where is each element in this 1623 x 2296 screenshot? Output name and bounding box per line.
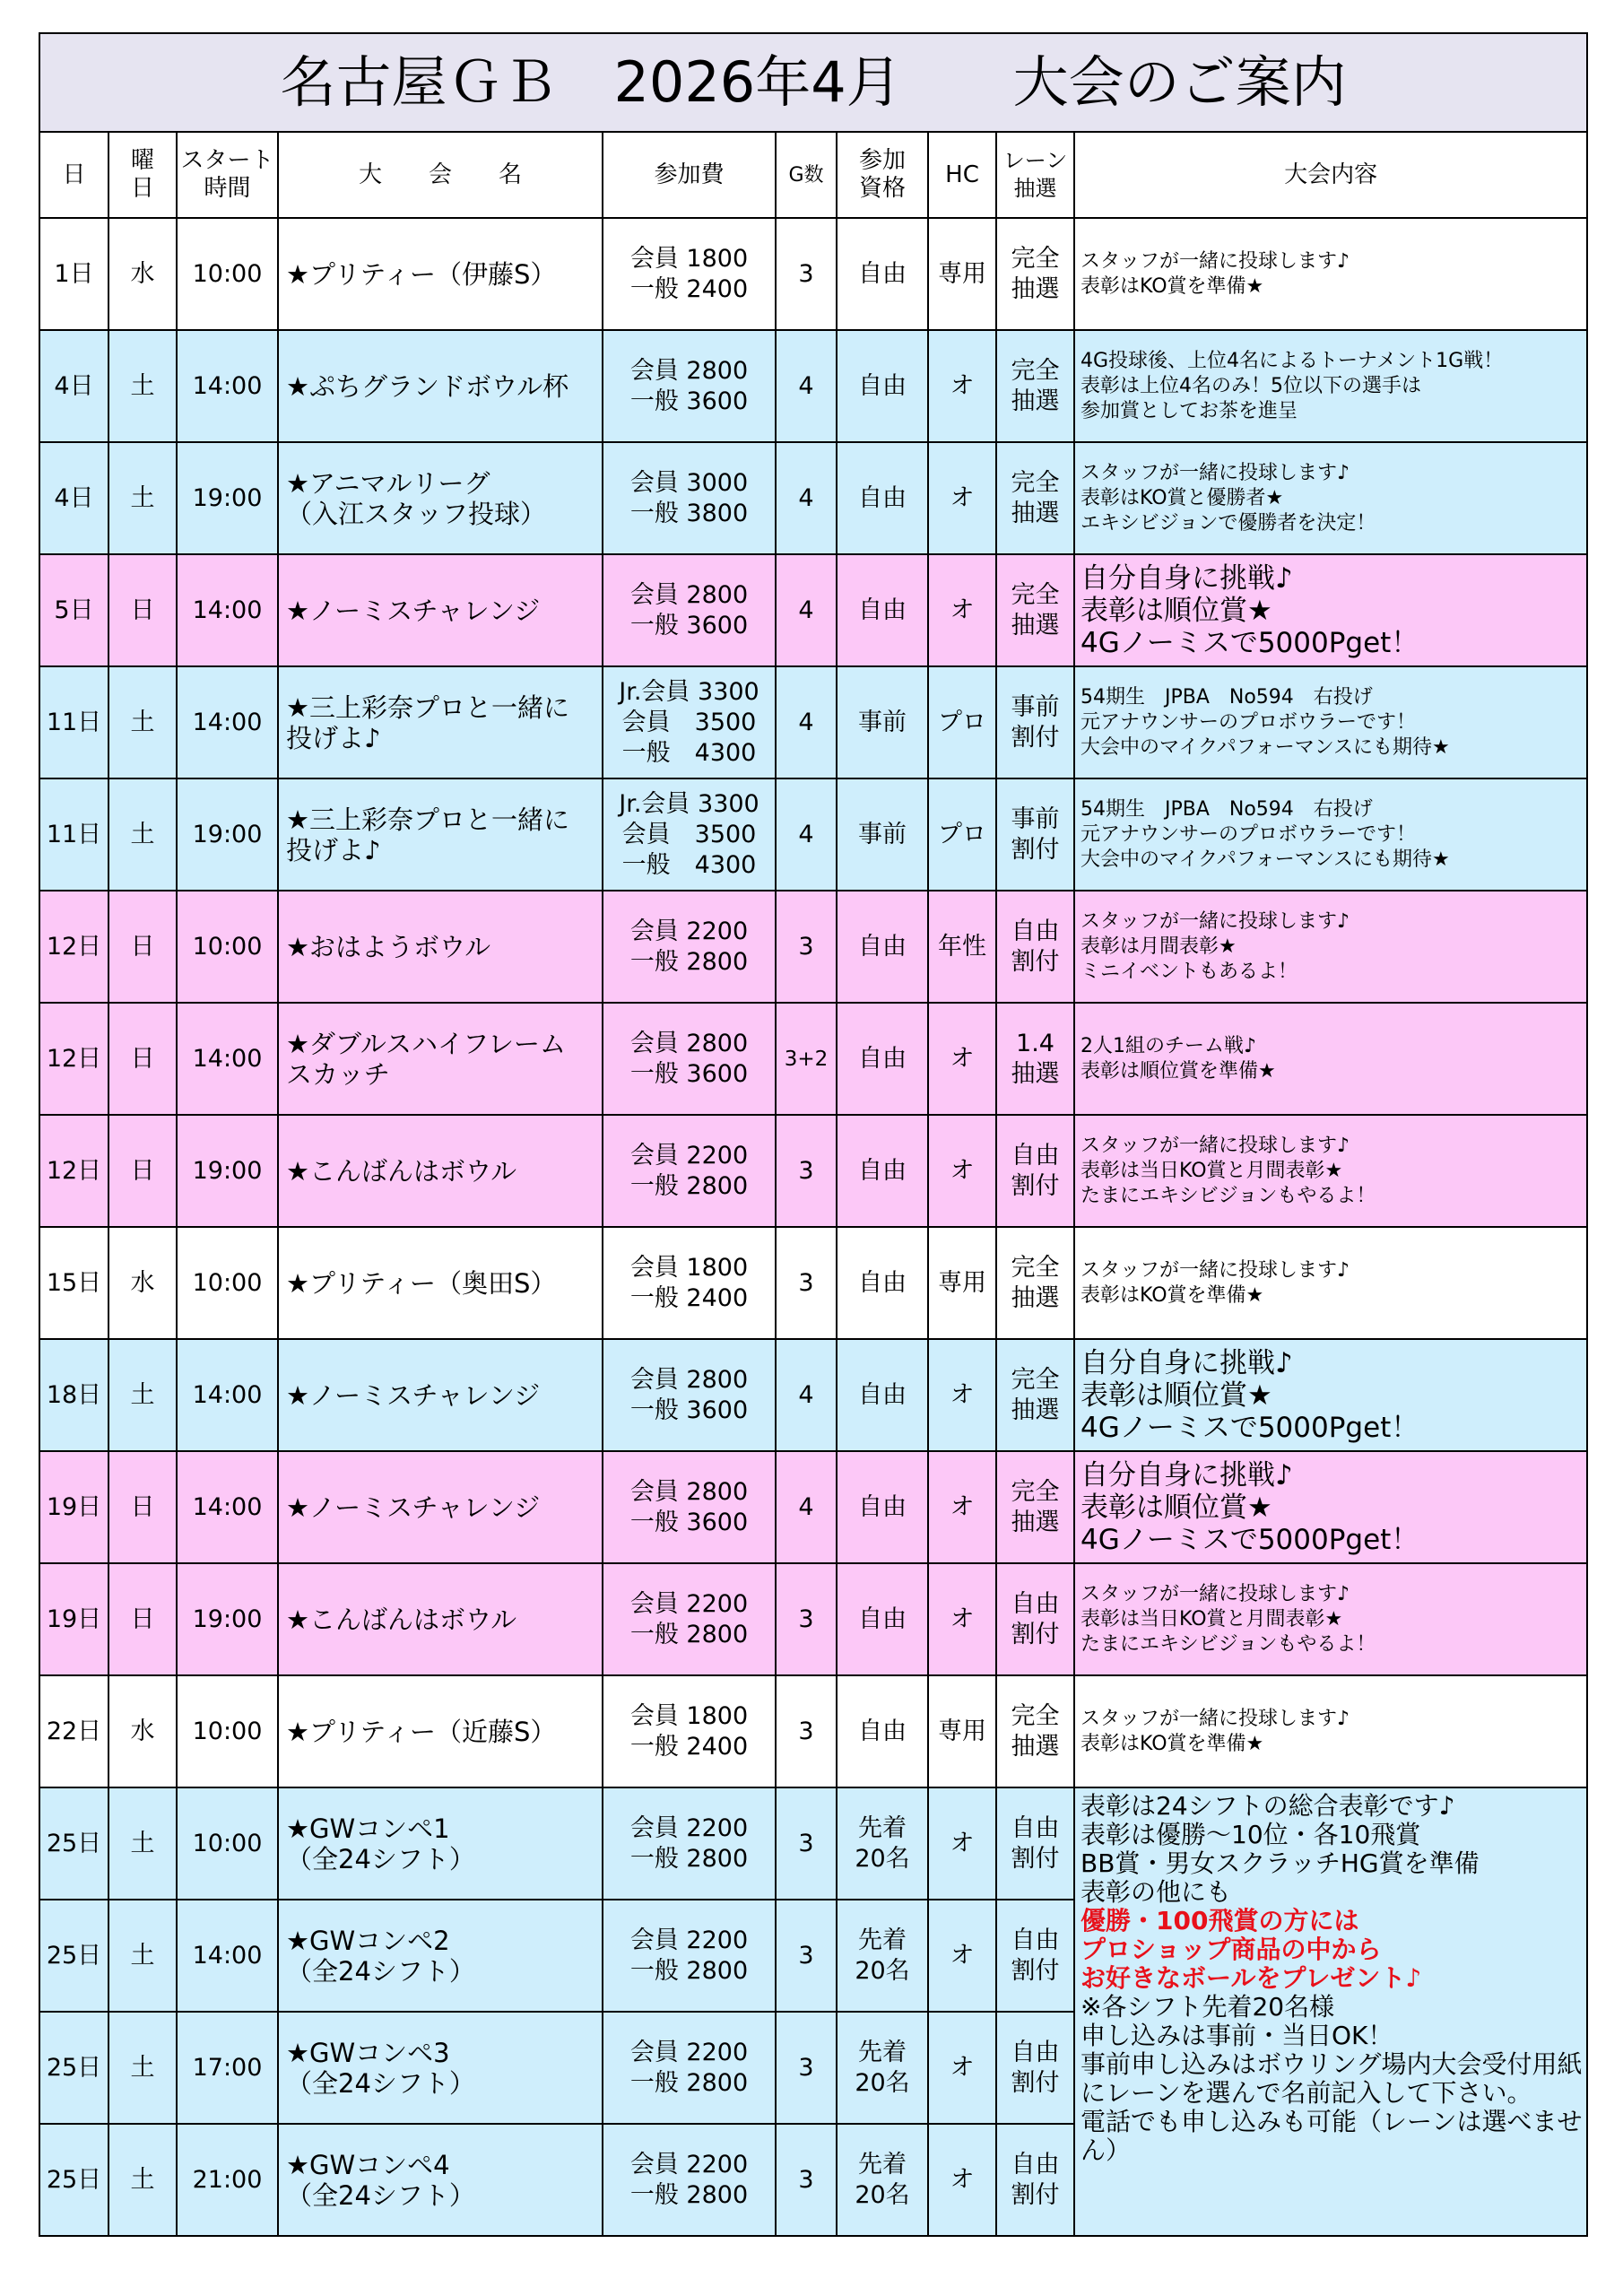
cell-start-time: 10:00: [177, 1227, 278, 1339]
header-lane-draw: レーン 抽選: [996, 132, 1074, 218]
cell-lane-draw: 自由 割付: [996, 2012, 1074, 2124]
cell-day: 12日: [39, 1115, 108, 1227]
cell-weekday: 土: [108, 442, 177, 554]
cell-day: 1日: [39, 218, 108, 330]
cell-start-time: 10:00: [177, 891, 278, 1003]
table-row: [39, 442, 1587, 554]
cell-games: 3: [776, 1787, 837, 1900]
gw-content-notes: ※各シフト先着20名様 申し込みは事前・当日OK！ 事前申し込みはボウリング場内大会受付用紙にレーンを選んで名前記入して下さい。 電話でも申し込みも可能（レーンは選べません）: [1081, 1992, 1583, 2165]
cell-tournament-name: ★GWコンペ2 （全24シフト）: [278, 1900, 603, 2012]
cell-qualification: 先着 20名: [837, 2124, 928, 2236]
cell-qualification: 自由: [837, 330, 928, 442]
cell-fee: 会員 2800 一般 3600: [603, 330, 776, 442]
table-row: [39, 891, 1587, 1003]
table-row: [39, 1675, 1587, 1787]
cell-day: 5日: [39, 554, 108, 666]
cell-tournament-name: ★こんばんはボウル: [278, 1115, 603, 1227]
cell-weekday: 日: [108, 554, 177, 666]
cell-day: 25日: [39, 2012, 108, 2124]
cell-tournament-name: ★おはようボウル: [278, 891, 603, 1003]
cell-hc: オ: [928, 2012, 996, 2124]
cell-start-time: 10:00: [177, 1675, 278, 1787]
gw-content-highlight: 優勝・100飛賞の方には プロショップ商品の中から お好きなボールをプレゼント♪: [1081, 1906, 1422, 1993]
cell-fee: 会員 2200 一般 2800: [603, 2124, 776, 2236]
cell-lane-draw: 事前 割付: [996, 778, 1074, 891]
cell-tournament-name: ★GWコンペ3 （全24シフト）: [278, 2012, 603, 2124]
cell-tournament-name: ★ノーミスチャレンジ: [278, 1339, 603, 1451]
cell-games: 3: [776, 2124, 837, 2236]
cell-content: 2人1組のチーム戦♪ 表彰は順位賞を準備★: [1074, 1003, 1587, 1115]
cell-day: 12日: [39, 1003, 108, 1115]
cell-weekday: 水: [108, 1675, 177, 1787]
cell-start-time: 14:00: [177, 1339, 278, 1451]
cell-start-time: 19:00: [177, 1563, 278, 1675]
cell-qualification: 自由: [837, 1563, 928, 1675]
cell-hc: プロ: [928, 666, 996, 778]
cell-games: 3: [776, 891, 837, 1003]
cell-tournament-name: ★ダブルスハイフレーム スカッチ: [278, 1003, 603, 1115]
cell-lane-draw: 事前 割付: [996, 666, 1074, 778]
cell-day: 11日: [39, 778, 108, 891]
cell-games: 4: [776, 1451, 837, 1563]
cell-hc: オ: [928, 1900, 996, 2012]
cell-tournament-name: ★三上彩奈プロと一緒に 投げよ♪: [278, 666, 603, 778]
cell-tournament-name: ★プリティー（奥田S）: [278, 1227, 603, 1339]
cell-weekday: 水: [108, 1227, 177, 1339]
cell-content: スタッフが一緒に投球します♪ 表彰は当日KO賞と月間表彰★ たまにエキシビジョンもやるよ！: [1074, 1563, 1587, 1675]
cell-content: 54期生 JPBA No594 右投げ 元アナウンサーのプロボウラーです！ 大会中のマイクパフォーマンスにも期待★: [1074, 666, 1587, 778]
cell-fee: 会員 2800 一般 3600: [603, 1451, 776, 1563]
cell-lane-draw: 完全 抽選: [996, 442, 1074, 554]
table-row: [39, 1787, 1587, 1900]
schedule-sheet: [39, 32, 1586, 2237]
cell-tournament-name: ★ノーミスチャレンジ: [278, 554, 603, 666]
cell-day: 19日: [39, 1563, 108, 1675]
header-day: 日: [39, 132, 108, 218]
cell-start-time: 10:00: [177, 218, 278, 330]
cell-games: 4: [776, 330, 837, 442]
cell-weekday: 土: [108, 2124, 177, 2236]
header-row: [39, 132, 1587, 218]
cell-content: スタッフが一緒に投球します♪ 表彰はKO賞を準備★: [1074, 1227, 1587, 1339]
cell-hc: 専用: [928, 1227, 996, 1339]
cell-lane-draw: 完全 抽選: [996, 218, 1074, 330]
cell-games: 4: [776, 666, 837, 778]
cell-tournament-name: ★プリティー（近藤S）: [278, 1675, 603, 1787]
cell-day: 11日: [39, 666, 108, 778]
cell-lane-draw: 自由 割付: [996, 1563, 1074, 1675]
cell-content: スタッフが一緒に投球します♪ 表彰は月間表彰★ ミニイベントもあるよ！: [1074, 891, 1587, 1003]
cell-games: 3: [776, 1900, 837, 2012]
cell-day: 4日: [39, 442, 108, 554]
cell-tournament-name: ★プリティー（伊藤S）: [278, 218, 603, 330]
cell-qualification: 自由: [837, 891, 928, 1003]
cell-fee: 会員 2200 一般 2800: [603, 2012, 776, 2124]
page-title: 名古屋ＧＢ 2026年4月 大会のご案内: [39, 33, 1587, 132]
cell-lane-draw: 完全 抽選: [996, 1675, 1074, 1787]
cell-day: 4日: [39, 330, 108, 442]
table-row: [39, 666, 1587, 778]
gw-content-text: 表彰は24シフトの総合表彰です♪ 表彰は優勝～10位・各10飛賞 BB賞・男女スクラッチHG賞を準備 表彰の他にも: [1081, 1791, 1480, 1907]
cell-qualification: 自由: [837, 442, 928, 554]
cell-tournament-name: ★三上彩奈プロと一緒に 投げよ♪: [278, 778, 603, 891]
cell-lane-draw: 1.4 抽選: [996, 1003, 1074, 1115]
header-games: G数: [776, 132, 837, 218]
cell-weekday: 日: [108, 1563, 177, 1675]
cell-content: 自分自身に挑戦♪ 表彰は順位賞★ 4Gノーミスで5000Pget！: [1074, 1451, 1587, 1563]
cell-lane-draw: 完全 抽選: [996, 1451, 1074, 1563]
cell-qualification: 自由: [837, 1675, 928, 1787]
cell-day: 18日: [39, 1339, 108, 1451]
cell-day: 22日: [39, 1675, 108, 1787]
cell-fee: 会員 2200 一般 2800: [603, 1900, 776, 2012]
cell-hc: 専用: [928, 1675, 996, 1787]
cell-lane-draw: 自由 割付: [996, 2124, 1074, 2236]
cell-qualification: 先着 20名: [837, 2012, 928, 2124]
cell-fee: 会員 2200 一般 2800: [603, 1115, 776, 1227]
cell-qualification: 自由: [837, 554, 928, 666]
cell-day: 25日: [39, 1900, 108, 2012]
cell-weekday: 土: [108, 1900, 177, 2012]
cell-content: スタッフが一緒に投球します♪ 表彰は当日KO賞と月間表彰★ たまにエキシビジョンもやるよ！: [1074, 1115, 1587, 1227]
cell-weekday: 水: [108, 218, 177, 330]
table-row: [39, 554, 1587, 666]
table-row: [39, 218, 1587, 330]
cell-weekday: 土: [108, 1339, 177, 1451]
cell-fee: 会員 3000 一般 3800: [603, 442, 776, 554]
cell-start-time: 14:00: [177, 1451, 278, 1563]
cell-hc: オ: [928, 1451, 996, 1563]
cell-weekday: 日: [108, 1003, 177, 1115]
cell-fee: Jr.会員 3300 会員 3500 一般 4300: [603, 778, 776, 891]
cell-qualification: 事前: [837, 778, 928, 891]
cell-fee: 会員 2800 一般 3600: [603, 554, 776, 666]
header-fee: 参加費: [603, 132, 776, 218]
cell-games: 3: [776, 1115, 837, 1227]
cell-start-time: 21:00: [177, 2124, 278, 2236]
cell-qualification: 先着 20名: [837, 1900, 928, 2012]
cell-fee: 会員 1800 一般 2400: [603, 218, 776, 330]
cell-lane-draw: 自由 割付: [996, 1900, 1074, 2012]
cell-tournament-name: ★ノーミスチャレンジ: [278, 1451, 603, 1563]
header-hc: HC: [928, 132, 996, 218]
cell-weekday: 土: [108, 330, 177, 442]
table-row: [39, 778, 1587, 891]
cell-day: 12日: [39, 891, 108, 1003]
cell-games: 4: [776, 554, 837, 666]
cell-fee: 会員 2200 一般 2800: [603, 1787, 776, 1900]
cell-content: スタッフが一緒に投球します♪ 表彰はKO賞を準備★: [1074, 1675, 1587, 1787]
cell-fee: Jr.会員 3300 会員 3500 一般 4300: [603, 666, 776, 778]
cell-fee: 会員 2200 一般 2800: [603, 1563, 776, 1675]
header-tournament-name: 大 会 名: [278, 132, 603, 218]
header-weekday: 曜 日: [108, 132, 177, 218]
cell-tournament-name: ★アニマルリーグ （入江スタッフ投球）: [278, 442, 603, 554]
cell-qualification: 自由: [837, 1339, 928, 1451]
tournament-table: [39, 32, 1588, 2237]
cell-content: 4G投球後、上位4名によるトーナメント1G戦！ 表彰は上位4名のみ！5位以下の選手は 参加賞としてお茶を進呈: [1074, 330, 1587, 442]
cell-hc: オ: [928, 1787, 996, 1900]
cell-games: 3: [776, 1675, 837, 1787]
cell-tournament-name: ★GWコンペ1 （全24シフト）: [278, 1787, 603, 1900]
cell-start-time: 10:00: [177, 1787, 278, 1900]
cell-day: 25日: [39, 2124, 108, 2236]
cell-games: 3+2: [776, 1003, 837, 1115]
table-body: [39, 218, 1587, 2236]
cell-hc: オ: [928, 330, 996, 442]
cell-lane-draw: 完全 抽選: [996, 330, 1074, 442]
cell-fee: 会員 1800 一般 2400: [603, 1675, 776, 1787]
cell-weekday: 土: [108, 1787, 177, 1900]
cell-games: 4: [776, 778, 837, 891]
cell-start-time: 14:00: [177, 1900, 278, 2012]
cell-gw-content: [1074, 1787, 1587, 2236]
cell-qualification: 自由: [837, 1451, 928, 1563]
cell-games: 4: [776, 1339, 837, 1451]
cell-hc: オ: [928, 1115, 996, 1227]
cell-games: 3: [776, 1563, 837, 1675]
cell-hc: オ: [928, 2124, 996, 2236]
table-row: [39, 1451, 1587, 1563]
cell-fee: 会員 2800 一般 3600: [603, 1003, 776, 1115]
cell-weekday: 日: [108, 1451, 177, 1563]
cell-hc: オ: [928, 1003, 996, 1115]
cell-tournament-name: ★ぷちグランドボウル杯: [278, 330, 603, 442]
cell-content: 自分自身に挑戦♪ 表彰は順位賞★ 4Gノーミスで5000Pget！: [1074, 1339, 1587, 1451]
cell-start-time: 19:00: [177, 442, 278, 554]
cell-weekday: 土: [108, 778, 177, 891]
header-start-time: スタート 時間: [177, 132, 278, 218]
cell-start-time: 14:00: [177, 666, 278, 778]
table-row: [39, 1563, 1587, 1675]
table-row: [39, 1227, 1587, 1339]
cell-hc: オ: [928, 1339, 996, 1451]
cell-lane-draw: 自由 割付: [996, 891, 1074, 1003]
cell-qualification: 先着 20名: [837, 1787, 928, 1900]
cell-hc: 専用: [928, 218, 996, 330]
cell-lane-draw: 自由 割付: [996, 1787, 1074, 1900]
cell-games: 3: [776, 218, 837, 330]
cell-start-time: 17:00: [177, 2012, 278, 2124]
cell-start-time: 14:00: [177, 330, 278, 442]
cell-start-time: 19:00: [177, 1115, 278, 1227]
cell-content: 自分自身に挑戦♪ 表彰は順位賞★ 4Gノーミスで5000Pget！: [1074, 554, 1587, 666]
cell-lane-draw: 完全 抽選: [996, 1227, 1074, 1339]
cell-qualification: 自由: [837, 1115, 928, 1227]
cell-content: 54期生 JPBA No594 右投げ 元アナウンサーのプロボウラーです！ 大会中のマイクパフォーマンスにも期待★: [1074, 778, 1587, 891]
cell-weekday: 日: [108, 891, 177, 1003]
cell-content: スタッフが一緒に投球します♪ 表彰はKO賞を準備★: [1074, 218, 1587, 330]
cell-content: スタッフが一緒に投球します♪ 表彰はKO賞と優勝者★ エキシビジョンで優勝者を決定！: [1074, 442, 1587, 554]
cell-fee: 会員 2800 一般 3600: [603, 1339, 776, 1451]
cell-hc: 年性: [928, 891, 996, 1003]
cell-day: 15日: [39, 1227, 108, 1339]
cell-games: 3: [776, 1227, 837, 1339]
cell-day: 19日: [39, 1451, 108, 1563]
table-row: [39, 1339, 1587, 1451]
cell-start-time: 14:00: [177, 554, 278, 666]
cell-games: 3: [776, 2012, 837, 2124]
cell-start-time: 14:00: [177, 1003, 278, 1115]
cell-lane-draw: 完全 抽選: [996, 554, 1074, 666]
cell-qualification: 自由: [837, 218, 928, 330]
cell-day: 25日: [39, 1787, 108, 1900]
cell-lane-draw: 完全 抽選: [996, 1339, 1074, 1451]
cell-hc: プロ: [928, 778, 996, 891]
cell-qualification: 事前: [837, 666, 928, 778]
table-row: [39, 1115, 1587, 1227]
cell-fee: 会員 1800 一般 2400: [603, 1227, 776, 1339]
table-row: [39, 330, 1587, 442]
cell-tournament-name: ★こんばんはボウル: [278, 1563, 603, 1675]
cell-start-time: 19:00: [177, 778, 278, 891]
cell-hc: オ: [928, 1563, 996, 1675]
cell-weekday: 土: [108, 2012, 177, 2124]
cell-games: 4: [776, 442, 837, 554]
cell-hc: オ: [928, 554, 996, 666]
cell-qualification: 自由: [837, 1227, 928, 1339]
cell-weekday: 土: [108, 666, 177, 778]
header-qualification: 参加 資格: [837, 132, 928, 218]
header-content: 大会内容: [1074, 132, 1587, 218]
cell-fee: 会員 2200 一般 2800: [603, 891, 776, 1003]
cell-lane-draw: 自由 割付: [996, 1115, 1074, 1227]
table-row: [39, 1003, 1587, 1115]
cell-tournament-name: ★GWコンペ4 （全24シフト）: [278, 2124, 603, 2236]
cell-qualification: 自由: [837, 1003, 928, 1115]
cell-hc: オ: [928, 442, 996, 554]
cell-weekday: 日: [108, 1115, 177, 1227]
